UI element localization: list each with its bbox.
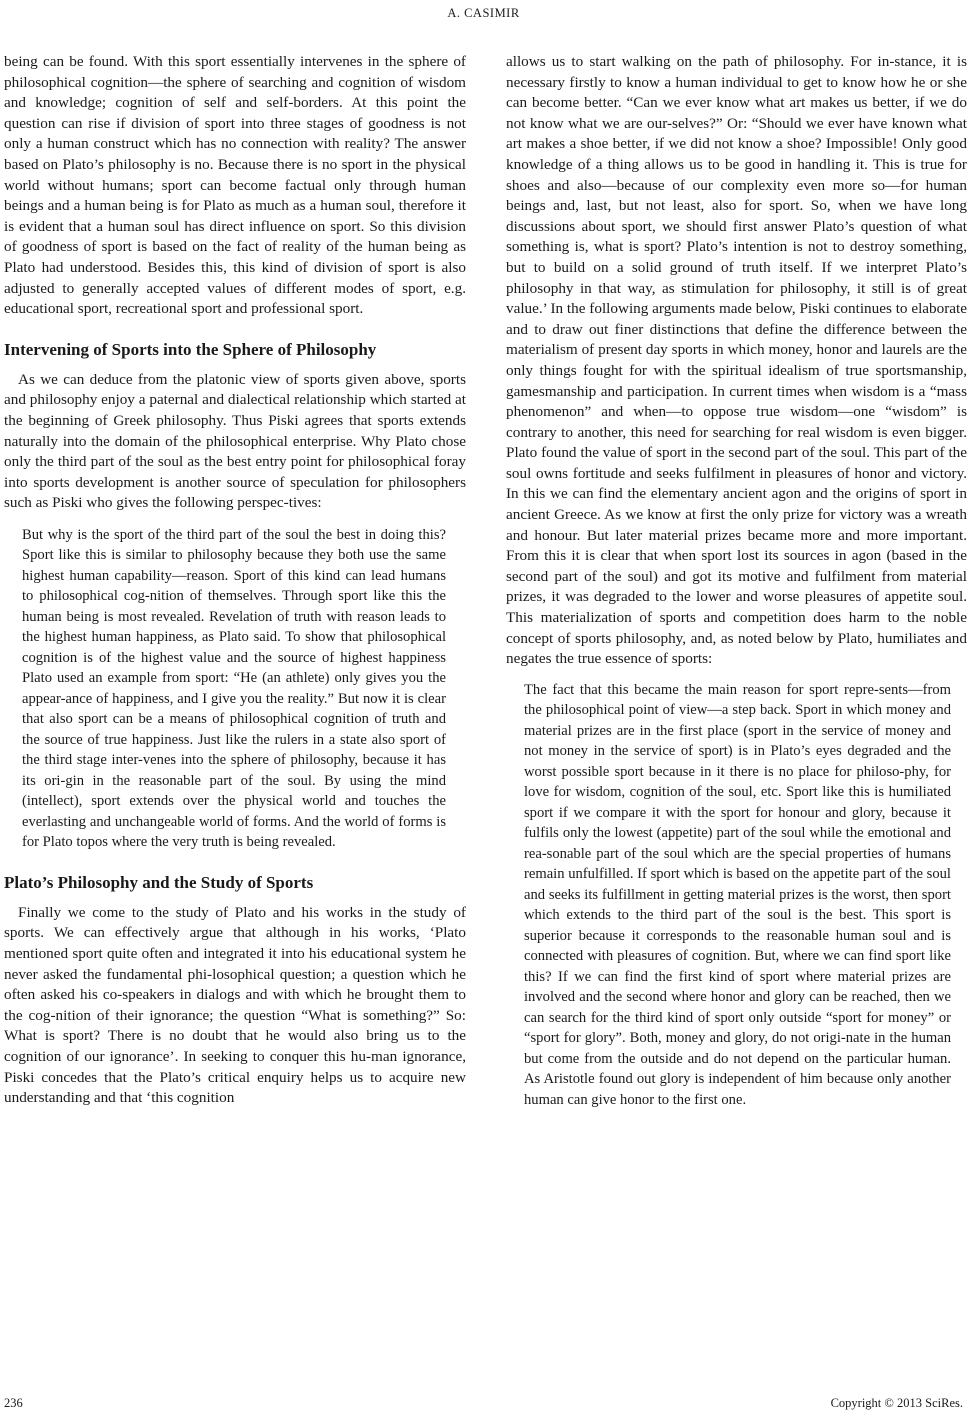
- body-paragraph: being can be found. With this sport essentially intervenes in the sphere of philosophical cognition—the sphere of searching and cognition of wisdom and knowledge; cognition of self and self-borders. At this point the question can rise if division of sport into three stages of goodness is not only a human construct which has no connection with reality? The answer based on Plato’s philosophy is no. Because there is no sport in the physical world without humans; sport can become factual only through human beings and a human being is for Plato as much as a human soul, therefore it is evident that a human soul has direct influence on sport. So this division of goodness of sport is based on the fact of reality of the human being as Plato had understood. Besides this, this kind of division of sport is also adjusted to generally accepted values of different modes of sport, e.g. educational sport, recreational sport and professional sport.: [4, 53, 466, 318]
- block-quote: But why is the sport of the third part of the soul the best in doing this? Sport like this is similar to philosophy because they both use the same highest human capability—reason. Sport of this kind can lead humans to philosophical cog-nition of themselves. Through sport like this the human being is most revealed. Revelation of truth with reason leads to the highest human happiness, as Plato said. To show that philosophical cognition is of the highest value and the source of highest happiness Plato used an example from sport: “He (an athlete) only gives you the appear-ance of happiness, and I give you the reality.” But now it is clear that also sport can be a means of philosophical cognition of truth and the source of true happiness. Just like the rulers in a state also sport of the third stage inter-venes into the sphere of philosophy, because it has its ori-gin in the reasonable part of the soul. By using the mind (intellect), sport extends over the physical world and touches the everlasting and unchangeable world of forms. And the world of forms is for Plato topos where the very truth is being revealed.: [22, 526, 446, 851]
- section-heading: Intervening of Sports into the Sphere of Philosophy: [4, 339, 377, 359]
- body-paragraph: As we can deduce from the platonic view of sports given above, sports and philosophy enjoy a paternal and dialectical relationship which started at the beginning of Greek philosophy. Thus Piski agrees that sports extends naturally into the domain of the philosophical enterprise. Why Plato chose only the third part of the soul as the best entry point for philosophical foray into sports development is another source of speculation for philosophers such as Piski who gives the following perspec-tives:: [4, 370, 466, 512]
- page-number: 236: [4, 1396, 23, 1410]
- section-heading: Plato’s Philosophy and the Study of Sports: [4, 872, 314, 892]
- right-column: [506, 52, 967, 1110]
- left-column: [4, 52, 466, 1109]
- running-head: A. CASIMIR: [447, 6, 520, 20]
- body-paragraph: allows us to start walking on the path of philosophy. For in-stance, it is necessary firstly to know a human individual to get to know how he or she can become better. “Can we ever know what art makes us better, if we do not know what we are our-selves?” Or: “Should we ever have known what art makes a shoe better, if we did not know a shoe? Impossible! Only good knowledge of a thing allows us to be good in handling it. This is true for shoes and also—because of our complexity even more so—for human beings and, last, but not least, also for sport. So, when we have long discussions about sport, we should first answer Plato’s question of what something is, what is sport? Plato’s intention is not to destroy something, but to build on a solid ground of truth itself. If we interpret Plato’s philosophy in that way, as stimulation for philosophy, it still is of great value.’ In the following arguments made below, Piski continues to elaborate and to draw out finer distinctions that define the difference between the materialism of present day sports in which money, honor and laurels are the only things fought for with the spiritual idealism of true sportsmanship, gamesmanship and participation. In current times when wisdom is a “mass phenomenon” and when—to oppose true wisdom—one “wisdom” is contrary to another, this need for searching for real wisdom is even bigger. Plato found the value of sport in the second part of the soul. This part of the soul owns fortitude and seeks fulfilment in pleasures of honor and victory. In this we can find the elementary ancient agon and the origins of sport in ancient Greece. As we know at first the only prize for victory was a wreath and honour. But later material prizes became more and more important. From this it is clear that when sport lost its sources in agon (based in the second part of the soul) and got its motive and fulfilment from material prizes, it was degraded to the lower and worse pleasures of appetite soul. This materialization of sports and competition does harm to the noble concept of sports philosophy, and, as noted below by Plato, humiliates and negates the true essence of sports:: [506, 53, 967, 668]
- body-paragraph: Finally we come to the study of Plato and his works in the study of sports. We can effectively argue that although in his works, ‘Plato mentioned sport quite often and integrated it into his educational system he never asked the fundamental phi-losophical question; a question which he often asked his co-speakers in dialogs and with which he brought them to the cog-nition of their ignorance; the question “What is something?” So: What is sport? There is no doubt that he would also bring us to the cognition of our ignorance’. In seeking to conquer this hu-man ignorance, Piski concedes that the Plato’s critical enquiry helps us to acquire new understanding and that ‘this cognition: [4, 903, 466, 1107]
- copyright-notice: Copyright © 2013 SciRes.: [830, 1396, 963, 1410]
- block-quote: The fact that this became the main reason for sport repre-sents—from the philosophical point of view—a step back. Sport in which money and material prizes are in the first place (sport in the service of money and not money in the service of sport) is in Plato’s eyes degraded and the worst possible sport because in it there is no place for philoso-phy, for love for wisdom, cognition of the soul, etc. Sport like this is humiliated sport if we compare it with the sport for honour and glory, because it fulfils only the lowest (appetite) part of the soul while the emotional and rea-sonable part of the soul which are the special properties of humans remain unfulfilled. If sport which is based on the appetite part of the soul and seeks its fulfillment in getting material prizes is the worst, then sport which extends to the third part of the soul is the best. This sport is superior because it corresponds to the reasonable human soul and is connected with pleasures of cognition. But, where we can find sport like this? If we can find the first kind of sport where material prizes are involved and the second where honor and glory can be reached, then we can search for the third kind of sport only outside “sport for money” or “sport for glory”. Both, money and glory, do not origi-nate in the human but come from the outside and do not depend on the particular human. As Aristotle found out glory is independent of him because only another human can give honor to the first one.: [524, 681, 951, 1108]
